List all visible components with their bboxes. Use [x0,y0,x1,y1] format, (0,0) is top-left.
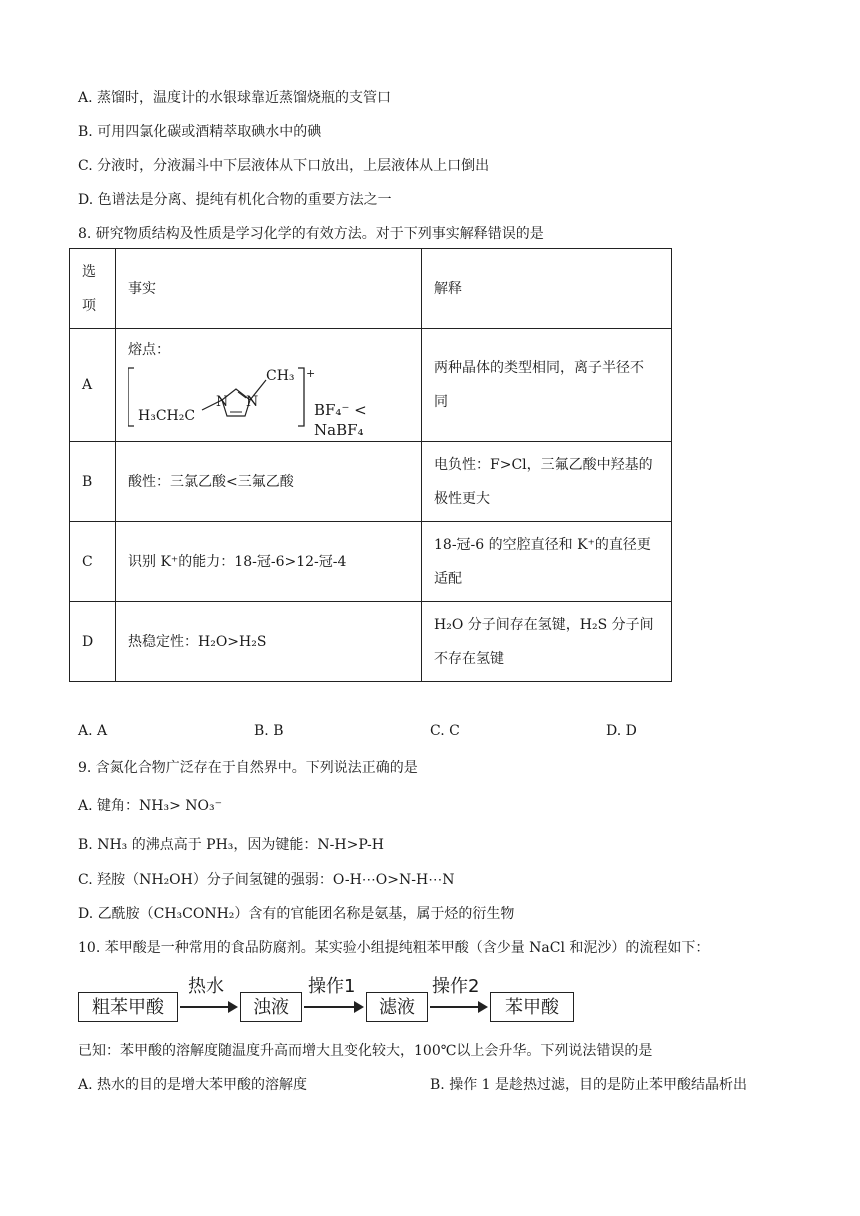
q9-stem: 9. 含氮化合物广泛存在于自然界中。下列说法正确的是 [78,760,418,776]
q8-stem: 8. 研究物质结构及性质是学习化学的有效方法。对于下列事实解释错误的是 [78,226,544,242]
q10-option-b: B. 操作 1 是趁热过滤，目的是防止苯甲酸结晶析出 [430,1077,747,1093]
row-explanation: 电负性：F>Cl，三氟乙酸中羟基的 极性更大 [422,442,672,522]
header-option: 选 项 [70,249,116,329]
header-explanation: 解释 [422,249,672,329]
q8-table [69,248,672,682]
q8-answer-a: A. A [78,723,108,739]
flow-arrow-2 [304,1006,362,1008]
q8-answer-b: B. B [254,723,284,739]
row-fact: 识别 K⁺的能力：18-冠-6>12-冠-4 [116,522,422,602]
table-row [70,442,672,522]
row-fact: 酸性：三氯乙酸<三氟乙酸 [116,442,422,522]
q9-option-c: C. 羟胺（NH₂OH）分子间氢键的强弱：O-H⋯O>N-H⋯N [78,872,455,888]
row-explanation: 18-冠-6 的空腔直径和 K⁺的直径更 适配 [422,522,672,602]
q7-option-a: A. 蒸馏时，温度计的水银球靠近蒸馏烧瓶的支管口 [78,90,392,106]
flow-arrow-label-op1: 操作1 [308,976,356,997]
q7-option-d: D. 色谱法是分离、提纯有机化合物的重要方法之一 [78,192,392,208]
ionic-liquid-structure: H₃CH₂C N N CH₃ + BF₄⁻ < NaBF₄ [128,364,409,430]
row-option: C [70,522,116,602]
row-option: B [70,442,116,522]
table-row [70,602,672,682]
q8-answer-d: D. D [606,723,637,739]
table-header-row [70,249,672,329]
q10-stem: 10. 苯甲酸是一种常用的食品防腐剂。某实验小组提纯粗苯甲酸（含少量 NaCl 和泥沙）的流程如下： [78,940,710,956]
flow-arrow-3 [430,1006,486,1008]
q7-option-b: B. 可用四氯化碳或酒精萃取碘水中的碘 [78,124,322,140]
flow-box-crude: 粗苯甲酸 [78,992,178,1022]
flow-box-turbid: 浊液 [240,992,302,1022]
row-option: D [70,602,116,682]
flow-box-filtrate: 滤液 [366,992,428,1022]
q9-option-d: D. 乙酰胺（CH₃CONH₂）含有的官能团名称是氨基，属于烃的衍生物 [78,906,515,922]
purification-flowchart [78,972,578,1028]
header-fact: 事实 [116,249,422,329]
q10-option-a: A. 热水的目的是增大苯甲酸的溶解度 [78,1077,308,1093]
flow-box-benzoic-acid: 苯甲酸 [490,992,574,1022]
flow-arrow-1 [180,1006,236,1008]
table-row [70,329,672,442]
q9-option-b: B. NH₃ 的沸点高于 PH₃，因为键能：N-H>P-H [78,837,384,853]
row-explanation: 两种晶体的类型相同，离子半径不 同 [422,329,672,442]
table-row [70,522,672,602]
q9-option-a: A. 键角：NH₃> NO₃⁻ [78,798,222,814]
q10-known: 已知：苯甲酸的溶解度随温度升高而增大且变化较大，100℃以上会升华。下列说法错误的是 [78,1043,653,1059]
row-explanation: H₂O 分子间存在氢键，H₂S 分子间 不存在氢键 [422,602,672,682]
row-fact: 熔点： H₃CH₂C N N CH₃ + BF₄⁻ < NaBF₄ [116,329,422,442]
row-option: A [70,329,116,442]
flow-arrow-label-hot-water: 热水 [188,976,224,997]
row-fact: 热稳定性：H₂O>H₂S [116,602,422,682]
q8-answer-c: C. C [430,723,460,739]
q7-option-c: C. 分液时，分液漏斗中下层液体从下口放出，上层液体从上口倒出 [78,158,490,174]
flow-arrow-label-op2: 操作2 [432,976,480,997]
